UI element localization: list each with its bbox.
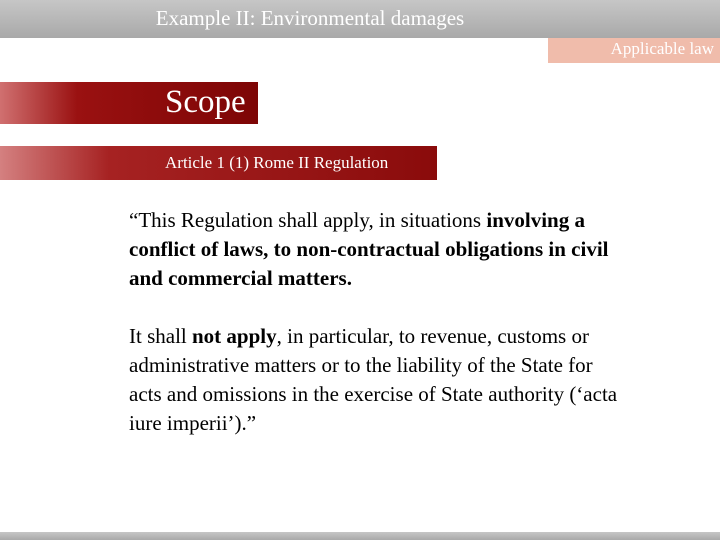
- applicable-law-badge: [548, 38, 720, 63]
- slide-title: Example II: Environmental damages: [155, 6, 465, 30]
- quote-p1-bold: involving a conflict of laws, to non-contractual obligations in civil and commercial matters.: [129, 208, 609, 290]
- quote-p1-plain: “This Regulation shall apply, in situations: [129, 208, 487, 232]
- quote-p2-bold: not apply: [192, 324, 277, 348]
- scope-heading: Scope: [165, 84, 246, 120]
- quote-paragraph-2: [129, 322, 629, 438]
- quote-p2-start: It shall: [129, 324, 192, 348]
- footer-bar: [0, 532, 720, 540]
- badge-label: Applicable law: [610, 39, 714, 58]
- article-subheading: Article 1 (1) Rome II Regulation: [165, 153, 389, 172]
- quote-paragraph-1: [129, 206, 629, 293]
- quote-p2-end: , in particular, to revenue, customs or administrative matters or to the liability of the State for acts and omissions in the exercise of State authority (‘acta iure imperii’).”: [129, 324, 618, 435]
